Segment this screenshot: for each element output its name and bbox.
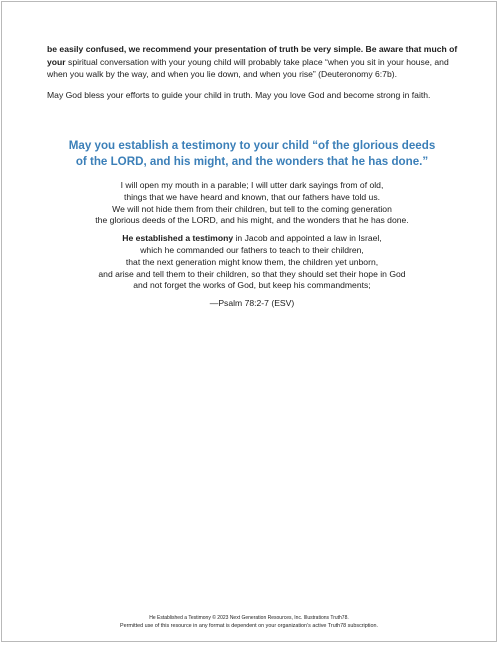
psalm-line: and not forget the works of God, but keep his commandments; [133, 280, 371, 291]
document-page [1, 1, 497, 642]
psalm-line-first [47, 233, 457, 245]
psalm-line: that the next generation might know them, the children yet unborn, [125, 256, 379, 267]
intro-section [47, 43, 467, 101]
psalm-line: which he commanded our fathers to teach to their children, [140, 244, 364, 255]
psalm-line: and arise and tell them to their children, so that they should set their hope in God [98, 268, 406, 279]
psalm-line: the glorious deeds of the LORD, and his might, and the wonders that he has done. [95, 215, 409, 226]
intro-paragraph-2: May God bless your efforts to guide your child in truth. May you love God and become strong in faith. [47, 89, 431, 100]
callout-quote [62, 138, 442, 170]
psalm-line: things that we have heard and known, that our fathers have told us. [123, 191, 381, 202]
intro-paragraph-1 [47, 43, 467, 81]
psalm-line: I will open my mouth in a parable; I will utter dark sayings from of old, [120, 180, 384, 190]
psalm-stanza-2 [47, 233, 457, 292]
callout-line-2: of the LORD, and his might, and the wonders that he has done.” [75, 154, 429, 168]
intro-text: spiritual conversation with your young child will probably take place “when you sit in your house, and when you walk by the way, and when you lie down, and when you rise” (Deuteronomy 6:7b). [47, 56, 449, 80]
callout-line-1: May you establish a testimony to your child “of the glorious deeds [68, 139, 436, 152]
psalm-bold-phrase: He established a testimony [122, 233, 234, 244]
psalm-reference: —Psalm 78:2-7 (ESV) [209, 298, 295, 309]
psalm-line-rest: in Jacob and appointed a law in Israel, [233, 233, 382, 244]
intro-bold-text: be easily confused, we recommend your presentation of truth be very simple. Be aware that much of your [47, 44, 458, 67]
psalm-passage [47, 180, 457, 310]
page-footer [2, 614, 496, 630]
psalm-stanza-1 [47, 180, 457, 227]
psalm-line: We will not hide them from their children, but tell to the coming generation [112, 203, 392, 214]
footer-permission: Permitted use of this resource in any format is dependent on your organization’s active Truth78 subscription. [120, 623, 378, 629]
footer-credit: He Established a Testimony © 2023 Next Generation Resources, Inc. Illustrations Truth78. [149, 615, 349, 621]
